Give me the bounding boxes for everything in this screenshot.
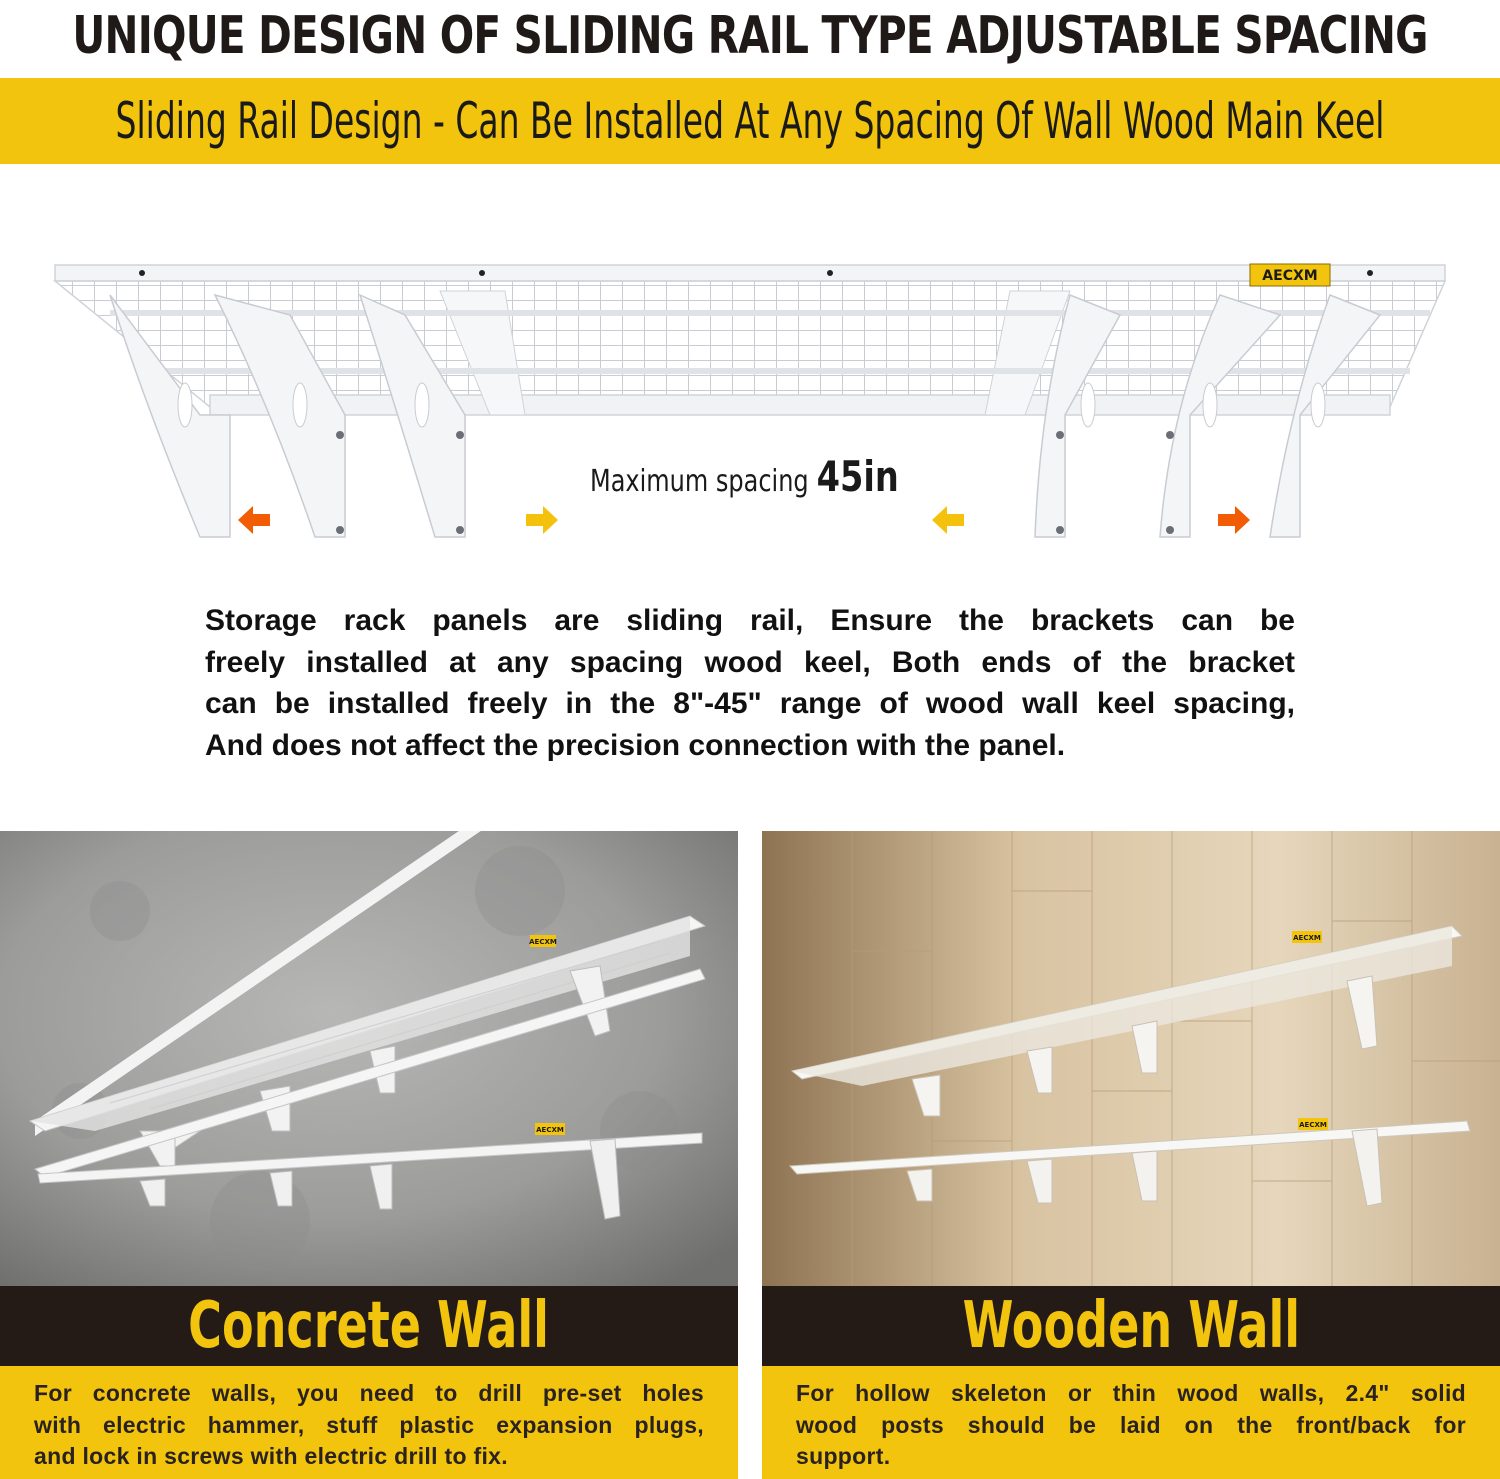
concrete-wall-title: Concrete Wall — [188, 1289, 550, 1363]
note-line: and lock in screws with electric drill to fix. — [34, 1443, 508, 1469]
concrete-wall-photo — [0, 831, 738, 1286]
description-line: can be installed freely in the 8"-45" range of wood wall keel spacing, — [205, 687, 1295, 720]
concrete-wall-note — [0, 1366, 738, 1479]
arrow-left-orange-icon — [238, 506, 270, 534]
page-title: UNIQUE DESIGN OF SLIDING RAIL TYPE ADJUSTABLE SPACING — [72, 6, 1428, 66]
concrete-title-bar — [0, 1286, 738, 1366]
wooden-brand-tag: AECXM — [1293, 934, 1321, 942]
note-line: wood posts should be laid on the front/back for — [796, 1411, 1466, 1438]
description-line: Storage rack panels are sliding rail, Ensure the brackets can be — [205, 604, 1295, 637]
wooden-title-bar — [762, 1286, 1500, 1366]
rack-brand-tag: AECXM — [1262, 268, 1318, 284]
description-paragraph — [205, 600, 1295, 766]
wooden-wall-note — [762, 1366, 1500, 1479]
wooden-wall-photo — [762, 831, 1500, 1286]
description-line: freely installed at any spacing wood keel, Both ends of the bracket — [205, 645, 1295, 679]
banner-text: Sliding Rail Design - Can Be Installed At Any Spacing Of Wall Wood Main Keel — [115, 92, 1385, 150]
note-line: For hollow skeleton or thin wood walls, 2.4" solid — [796, 1380, 1466, 1406]
spacing-label: Maximum spacing — [590, 464, 809, 499]
note-line: with electric hammer, stuff plastic expansion plugs, — [34, 1411, 704, 1438]
arrow-right-orange-icon — [1218, 506, 1250, 534]
arrow-left-yellow-icon — [932, 506, 964, 534]
description-line: And does not affect the precision connection with the panel. — [205, 728, 1066, 762]
note-line: For concrete walls, you need to drill pre-set holes — [34, 1380, 704, 1406]
note-line: support. — [796, 1443, 891, 1469]
wooden-wall-panel — [762, 831, 1500, 1479]
concrete-wall-panel — [0, 831, 738, 1479]
wall-rack-illustration — [50, 255, 1450, 555]
spacing-callout — [590, 452, 899, 502]
subtitle-banner — [0, 78, 1500, 164]
svg-text:AECXM: AECXM — [536, 1126, 564, 1134]
wooden-wall-title: Wooden Wall — [962, 1289, 1300, 1363]
spacing-value: 45in — [816, 452, 899, 501]
arrow-right-yellow-icon — [526, 506, 558, 534]
svg-text:AECXM: AECXM — [1299, 1121, 1327, 1129]
concrete-brand-tag: AECXM — [529, 938, 557, 946]
